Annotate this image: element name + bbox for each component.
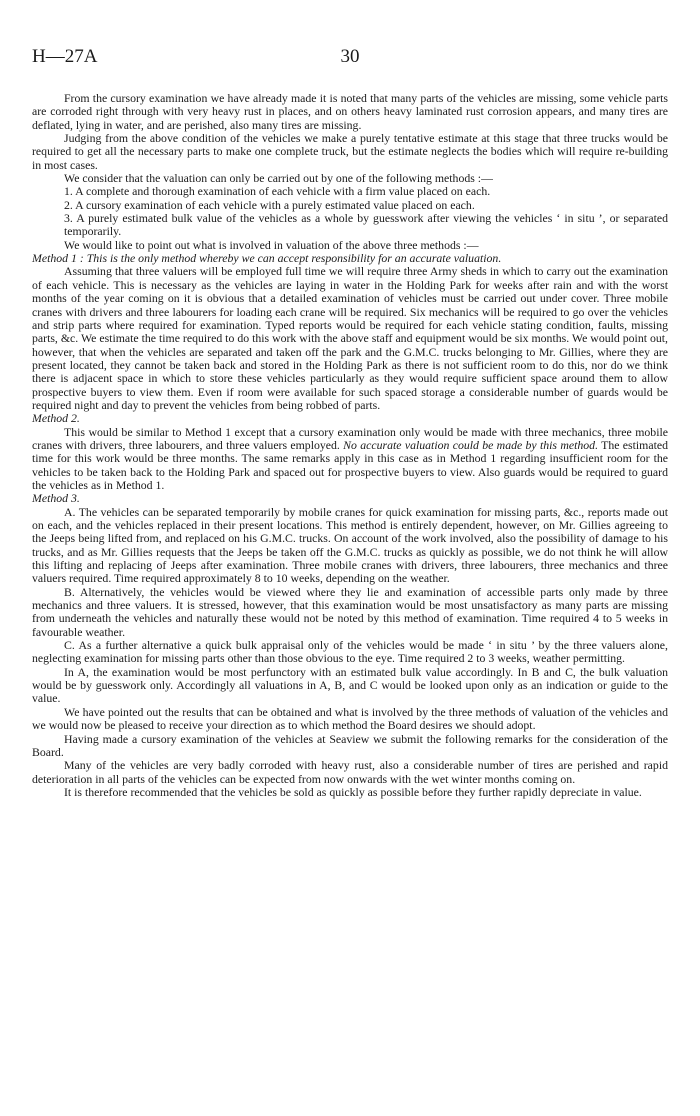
paragraph-corrosion: Many of the vehicles are very badly corroded with heavy rust, also a considerable number of tires are perished and rapid deterioration in all parts of the vehicles can be expected from now onwards with the wet winter months coming on. xyxy=(32,758,668,786)
document-body xyxy=(32,92,668,799)
paragraph-request-direction: We have pointed out the results that can be obtained and what is involved by the three methods of valuation of the vehicles and we would now be pleased to receive your direction as to which method the Board desires we should adopt. xyxy=(32,704,668,733)
method-2-body xyxy=(32,426,668,493)
page-number: 30 xyxy=(340,46,360,67)
method-2-text-b: The estimated time for this work would be three months. The same remarks apply in this case as in Method 1 regarding insufficient room for the vehicles to be taken back to the Holding Park and spaced out for prospective buyers to view. Also guards would be required to guard the vehicles as in Method 1. xyxy=(32,437,668,492)
method-list-item-3: 3. A purely estimated bulk value of the vehicles as a whole by guesswork after viewing the vehicles ‘ in situ ’, or separated temporarily. xyxy=(64,211,668,239)
document-id: H—27A xyxy=(32,46,98,67)
method-1-body: Assuming that three valuers will be employed full time we will require three Army sheds in which to carry out the examination of each vehicle. This is necessary as the vehicles are laying in water in the Holding Park for weeks after rain and with the worst months of the year coming on it is obvious that a detailed examination of vehicles must be carried out under cover. Three mobile cranes with drivers and three labourers for loading each crane will be required. Six mechanics will be required to go over the vehicles and strip parts where required for examination. Typed reports would be required for each vehicle stating condition, faults, missing parts, &c. We estimate the time required to do this work with the above staff and equipment would be six months. We would point out, however, that when the vehicles are separated and taken off the park and the G.M.C. trucks belonging to Mr. Gillies, where they are present located, they cannot be taken back and stored in the Holding Park as there is not sufficient room to do this, nor do we think there is adjacent space in which to store these vehicles particularly as they would require sufficient space around them to allow prospective buyers to view them. Even if room were available for such spaced storage a considerable number of guards would be required night and day to prevent the vehicles from being robbed of parts. xyxy=(32,264,668,412)
paragraph-condition: From the cursory examination we have already made it is noted that many parts of the vehicles are missing, some vehicle parts are corroded right through with very heavy rust in places, and on others heavy laminated rust corrosion appears, and many tires are deflated, lying in water, and are perished, also many tires are missing. xyxy=(32,91,668,132)
method-list-item-1: 1. A complete and thorough examination of each vehicle with a firm value placed on each. xyxy=(64,184,491,199)
method-list-item-2: 2. A cursory examination of each vehicle with a purely estimated value placed on each. xyxy=(64,197,475,212)
method-2-text-a: This would be similar to Method 1 except that a cursory examination only would be made with three mechanics, three mobile cranes with drivers, three labourers, and three valuers employed. xyxy=(32,424,668,452)
method-3-option-a: A. The vehicles can be separated temporarily by mobile cranes for quick examination for missing parts, &c., reports made out on each, and the vehicles replaced in their present locations. This method is entirely dependent, however, on Mr. Gillies agreeing to the Jeeps being lifted from, and replaced on his G.M.C. trucks. On account of the work involved, also the possibility of damage to his trucks, and as Mr. Gillies requests that the Jeeps be taken off the G.M.C. trucks as quickly as possible, we do not think he will allow this lifting and replacing of Jeeps after examination. Three mobile cranes with drivers, three labourers, three mechanics and three valuers required. Time required approximately 8 to 10 weeks, depending on the weather. xyxy=(32,504,668,586)
method-3-option-c: C. As a further alternative a quick bulk appraisal only of the vehicles would be made ‘ in situ ’ by the three valuers alone, neglecting examination for missing parts other than those obvious to the eye. Time required 2 to 3 weeks, weather permitting. xyxy=(32,638,668,666)
page-header xyxy=(32,46,668,70)
method-3-heading: Method 3. xyxy=(32,491,80,506)
paragraph-methods-involved: We would like to point out what is involved in valuation of the above three methods :— xyxy=(64,237,479,252)
paragraph-estimate: Judging from the above condition of the vehicles we make a purely tentative estimate at this stage that three trucks would be required to get all the necessary parts to make one complete truck, but the estimate neglects the bodies which will require re-building in most cases. xyxy=(32,131,668,172)
method-2-heading: Method 2. xyxy=(32,411,80,426)
method-1-heading: Method 1 : This is the only method whereby we can accept responsibility for an accurate valuation. xyxy=(32,251,502,266)
paragraph-valuation-summary: In A, the examination would be most perfunctory with an estimated bulk value accordingly. In B and C, the bulk valuation would be by guesswork only. Accordingly all valuations in A, B, and C would be looked upon only as an indication or guide to the value. xyxy=(32,664,668,706)
paragraph-methods-intro: We consider that the valuation can only be carried out by one of the following methods :— xyxy=(64,171,493,186)
method-3-option-b: B. Alternatively, the vehicles would be viewed where they lie and examination of accessible parts only made by three mechanics and three valuers. It is stressed, however, that this examination would be most unsatisfactory as many parts are missing from underneath the vehicles and naturally these would not be noted by this method of examination. Time required 4 to 5 weeks in favourable weather. xyxy=(32,584,668,639)
method-2-emphasis: No accurate valuation could be made by this method. xyxy=(343,437,599,452)
paragraph-recommendation: It is therefore recommended that the vehicles be sold as quickly as possible before they further rapidly depreciate in value. xyxy=(64,784,642,799)
paragraph-seaview-remarks: Having made a cursory examination of the vehicles at Seaview we submit the following remarks for the consideration of the Board. xyxy=(32,731,668,759)
